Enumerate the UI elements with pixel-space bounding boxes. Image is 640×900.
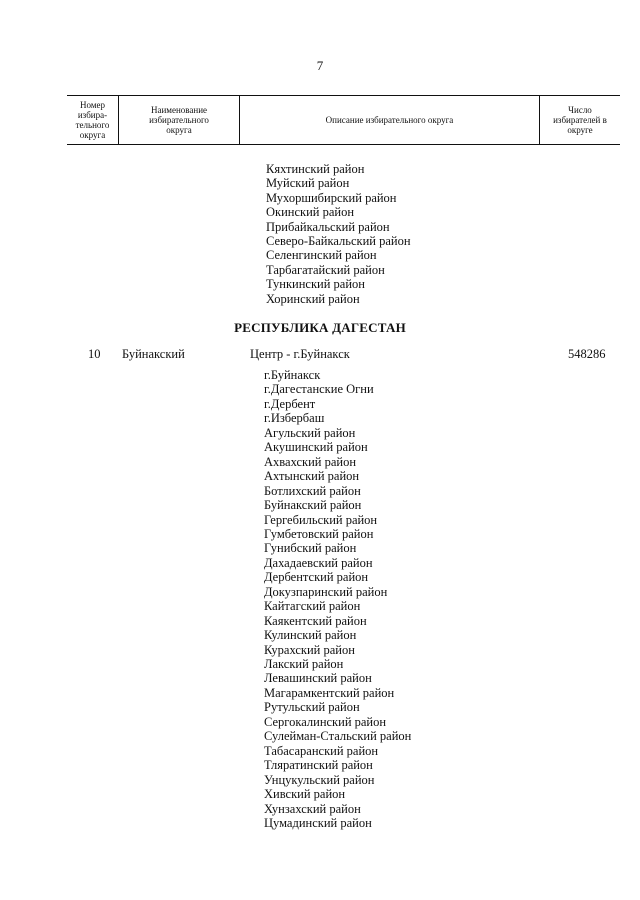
district-number: 10 [88, 347, 101, 361]
list-item: Селенгинский район [266, 248, 377, 263]
header-text: избира- [77, 110, 108, 120]
header-text: избирательного [149, 115, 209, 125]
header-district-number [67, 96, 119, 144]
table-header [67, 95, 620, 145]
header-text: Описание избирательного округа [325, 115, 454, 125]
header-text: округа [79, 130, 106, 140]
header-text: Номер [79, 100, 106, 110]
header-voter-count [540, 96, 620, 144]
district-row [0, 347, 640, 363]
header-district-description [240, 96, 540, 144]
list-item: Кулинский район [264, 628, 357, 643]
list-item: Тляратинский район [264, 758, 373, 773]
page-number: 7 [316, 58, 324, 73]
list-item: Дахадаевский район [264, 555, 373, 570]
list-item: Акушинский район [264, 440, 368, 455]
list-item: Гергебильский район [264, 512, 378, 527]
list-item: Прибайкальский район [266, 219, 390, 234]
district-center: Центр - г.Буйнакск [250, 347, 350, 361]
list-item: Северо-Байкальский район [266, 234, 411, 248]
header-text: округа [166, 125, 192, 135]
list-item: Курахский район [264, 642, 355, 657]
list-item: Лакский район [264, 657, 344, 671]
list-item: Рутульский район [264, 700, 360, 715]
header-text: тельного [75, 120, 110, 130]
list-item: г.Буйнакск [264, 368, 321, 382]
header-district-name [119, 96, 240, 144]
district-voters: 548286 [568, 347, 606, 361]
list-item: Магарамкентский район [264, 685, 395, 700]
list-item: Левашинский район [264, 671, 372, 686]
list-item: Муйский район [266, 176, 350, 191]
list-item: Окинский район [266, 205, 355, 220]
region-title: РЕСПУБЛИКА ДАГЕСТАН [234, 320, 406, 335]
header-text: Число [568, 105, 592, 115]
district-name: Буйнакский [122, 347, 185, 361]
list-item: Гунибский район [264, 541, 357, 556]
list-item: г.Дербент [264, 396, 316, 411]
list-item: Хивский район [264, 787, 346, 802]
list-item: Хоринский район [266, 291, 360, 306]
list-item: Кяхтинский район [266, 162, 365, 176]
list-item: Тарбагатайский район [266, 262, 385, 277]
list-item: Дербентский район [264, 570, 369, 585]
list-item: Агульский район [264, 425, 356, 440]
list-item: Сулейман-Стальский район [264, 729, 412, 744]
list-item: Мухоршибирский район [266, 190, 397, 205]
list-item: Табасаранский район [264, 743, 379, 758]
list-item: Ахтынский район [264, 469, 360, 484]
header-text: Наименование [150, 105, 208, 115]
list-item: Сергокалинский район [264, 714, 387, 729]
list-item: Ботлихский район [264, 483, 361, 498]
list-item: Хунзахский район [264, 801, 361, 816]
list-item: Кайтагский район [264, 599, 361, 614]
list-item: Докузпаринский район [264, 584, 388, 599]
header-text: округе [567, 125, 593, 135]
list-item: Тункинский район [266, 277, 365, 292]
list-item: Ахвахский район [264, 454, 357, 469]
list-item: г.Дагестанские Огни [264, 382, 374, 397]
list-item: Унцукульский район [264, 772, 375, 787]
list-item: Каякентский район [264, 613, 367, 628]
list-item: Буйнакский район [264, 498, 362, 513]
header-text: избирателей в [553, 115, 607, 125]
list-item: Цумадинский район [264, 815, 372, 830]
list-item: г.Избербаш [264, 411, 325, 426]
list-item: Гумбетовский район [264, 526, 374, 541]
